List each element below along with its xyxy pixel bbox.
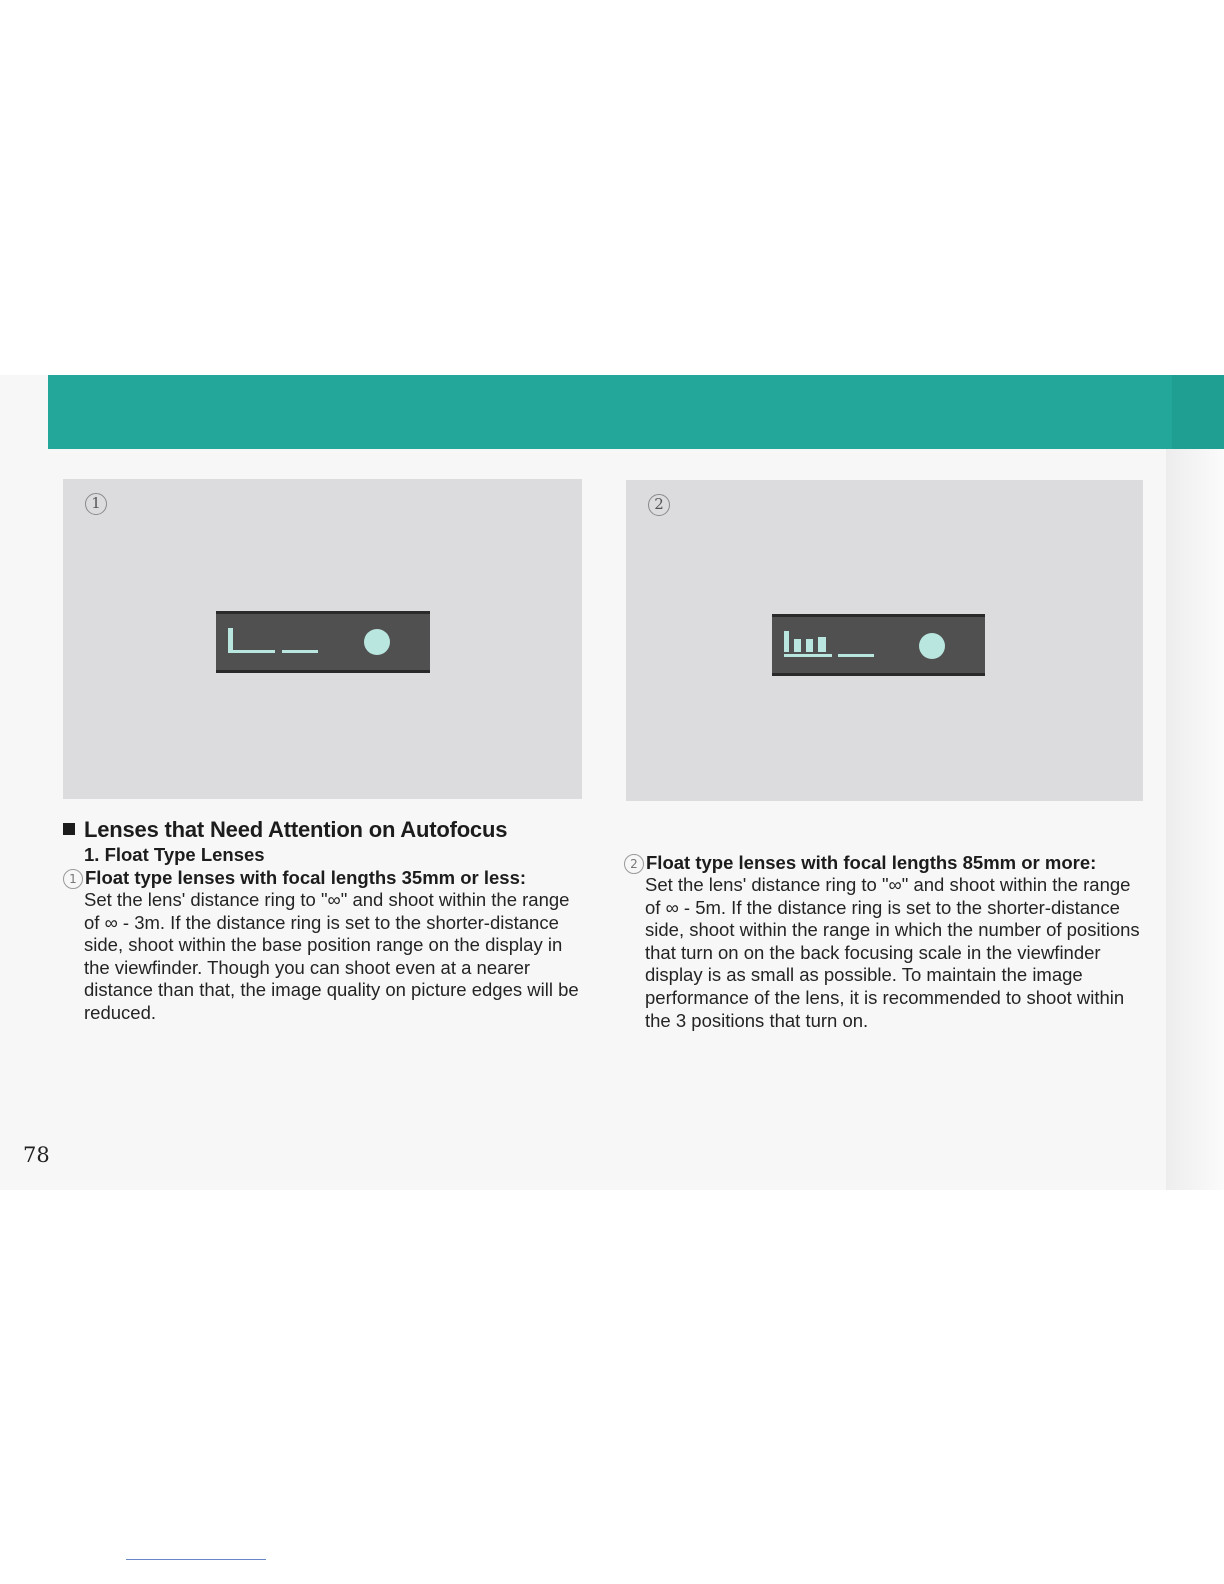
item-1-number: 1 xyxy=(63,869,83,889)
focus-scale-2 xyxy=(772,617,985,673)
focus-confirmation-dot xyxy=(364,629,390,655)
focus-position-base xyxy=(784,631,789,652)
page-edge-shadow xyxy=(1166,375,1224,1190)
item-2-body: Set the lens' distance ring to "∞" and shoot within the range of ∞ - 5m. If the distance ring is set to the shorter-distance side, shoot within the range in which the number of positions that turn on on the back focusing scale in the viewfinder display is as small as possible. To maintain the image performance of the lens, it is recommended to shoot within the 3 positions that turn on. xyxy=(645,874,1140,1031)
manual-page xyxy=(0,375,1224,1190)
section-title xyxy=(63,817,593,843)
focus-position-3 xyxy=(818,637,826,652)
focus-scale-line-2 xyxy=(838,654,874,657)
item-1-heading xyxy=(63,866,593,889)
focus-scale-line-2 xyxy=(282,650,318,653)
viewfinder-display-1 xyxy=(216,611,430,673)
header-tab xyxy=(1172,375,1224,449)
figure-2 xyxy=(626,480,1143,801)
item-2-heading xyxy=(624,851,1154,874)
focus-scale-line-1 xyxy=(784,654,832,657)
left-column xyxy=(63,817,593,1025)
figure-1 xyxy=(63,479,582,799)
figure-1-number: 1 xyxy=(85,493,107,515)
subsection-title: 1. Float Type Lenses xyxy=(84,844,265,865)
item-2-heading-text: Float type lenses with focal lengths 85mm or more: xyxy=(646,852,1097,873)
underline-mark xyxy=(126,1559,266,1560)
item-2-number: 2 xyxy=(624,854,644,874)
page-number: 78 xyxy=(23,1143,50,1167)
header-band xyxy=(48,375,1224,449)
focus-position-base xyxy=(228,628,233,652)
section-title-text: Lenses that Need Attention on Autofocus xyxy=(84,817,508,842)
focus-scale-line-1 xyxy=(228,650,275,653)
item-1-body: Set the lens' distance ring to "∞" and shoot within the range of ∞ - 3m. If the distance ring is set to the shorter-distance side, shoot within the base position range on the display in the viewfinder. Though you can shoot even at a nearer distance than that, the image quality on picture edges will be reduced. xyxy=(84,889,579,1023)
focus-confirmation-dot xyxy=(919,633,945,659)
focus-position-2 xyxy=(806,639,813,652)
figure-2-number: 2 xyxy=(648,494,670,516)
focus-scale-1 xyxy=(216,614,430,670)
item-1-heading-text: Float type lenses with focal lengths 35mm or less: xyxy=(85,867,527,888)
square-bullet-icon xyxy=(63,823,75,835)
focus-position-1 xyxy=(794,639,801,652)
right-column xyxy=(624,817,1154,1032)
viewfinder-display-2 xyxy=(772,614,985,676)
